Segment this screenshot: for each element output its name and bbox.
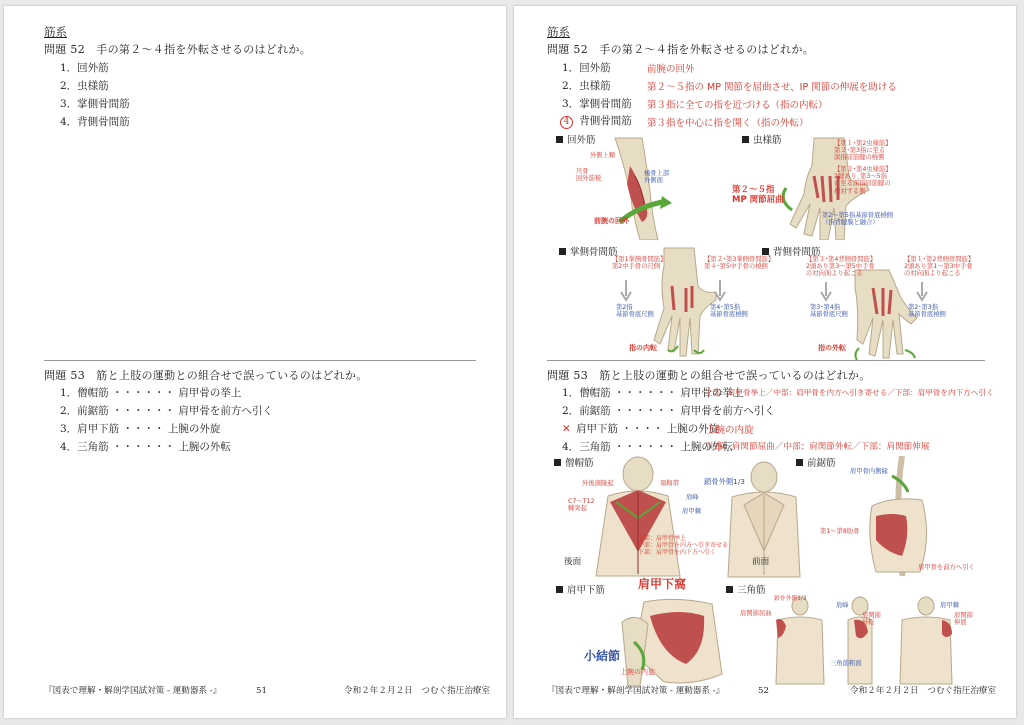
ann-deltoid-spine: 肩甲棘 xyxy=(940,602,959,609)
arrow-down-icon xyxy=(714,280,726,304)
ann-deltoid-acromion: 肩峰 xyxy=(836,602,849,609)
ann-palmar-insertion-2: 第2指 基節骨底尺側 xyxy=(616,304,654,319)
divider xyxy=(44,360,476,361)
trapezius-back-illustration xyxy=(588,456,688,580)
q52-note-1: 前腕の回外 xyxy=(647,64,695,75)
q52-option-4: 4．背側骨間筋 xyxy=(60,116,130,128)
q52-option-3: 3．掌側骨間筋 xyxy=(60,98,130,110)
q53-option-1: 1．僧帽筋 ・・・・・・ 肩甲骨の挙上 xyxy=(562,387,744,399)
q52-note-3: 第３指に全ての指を近づける（指の内転） xyxy=(647,100,828,111)
question-52-title: 問題 52 手の第２～４指を外転させるのはどれか。 xyxy=(547,43,814,56)
fig-label-supinator: 回外筋 xyxy=(556,132,596,146)
ann-subscapular-fossa: 肩甲下窩 xyxy=(638,577,687,591)
arrow-down-icon xyxy=(916,282,928,304)
deltoid-side-illustration xyxy=(836,596,886,686)
ann-adduction: 指の内転 xyxy=(629,344,657,352)
ann-shoulder-abduction: 肩関節 外転 xyxy=(862,612,881,627)
question-53-title: 問題 53 筋と上肢の運動との組合せで誤っているのはどれか。 xyxy=(44,369,368,382)
ann-palmar-2-3: 【第２･第3掌側骨間筋】 第４･第5中手骨の橈側 xyxy=(704,256,775,271)
q52-option-2: 2．虫様筋 xyxy=(60,80,109,92)
q53-option-1: 1．僧帽筋 ・・・・・・ 肩甲骨の挙上 xyxy=(60,387,242,399)
q52-option-1: 1．回外筋 xyxy=(562,62,611,74)
footer-page-number: 52 xyxy=(758,686,769,696)
question-53-title: 問題 53 筋と上肢の運動との組合せで誤っているのはどれか。 xyxy=(547,369,871,382)
fig-label-dorsal-interossei: 背側骨間筋 xyxy=(762,244,821,258)
fig-label-serratus: 前鋸筋 xyxy=(796,455,836,469)
ann-shoulder-flexion: 肩関節屈曲 xyxy=(740,610,772,617)
ann-supination: 前腕の回外 xyxy=(594,217,629,225)
footer-book-title: 『図表で理解・解剖学国試対策 - 運動器系 -』 xyxy=(547,686,725,696)
ann-palmar-1: 【第1掌側骨間筋】 第2中手骨の尺側 xyxy=(612,256,667,271)
ann-acromion: 肩峰 xyxy=(686,494,699,501)
q52-option-3: 3．掌側骨間筋 xyxy=(562,98,632,110)
ann-dorsal-3-4: 【第３･第4背側骨間筋】 2頭あり第3～第5中手骨 の対向面より起こる xyxy=(806,256,877,278)
section-title: 筋系 xyxy=(547,25,570,39)
ann-dorsal-1-2: 【第１･第2背側骨間筋】 2頭あり第1～第3中手骨 の対向面より起こる xyxy=(904,256,975,278)
square-bullet-icon xyxy=(556,136,563,143)
label-anterior: 前面 xyxy=(752,557,770,567)
q52-option-1: 1．回外筋 xyxy=(60,62,109,74)
square-bullet-icon xyxy=(726,586,733,593)
ann-trapezius-actions: 上部：肩甲骨挙上 中部：肩甲骨を内方へ引き寄せる 下部：肩甲骨を内下方へ引く xyxy=(638,535,729,556)
q53-option-4: 4．三角筋 ・・・・・・ 上腕の外転 xyxy=(60,441,231,453)
q53-note-1: 上部：肩甲骨挙上／中部：肩甲骨を内方へ引き寄せる／下部：肩甲骨を内下方へ引く xyxy=(705,388,994,397)
ann-nuchal-ligament: 項靱帯 xyxy=(660,480,679,487)
square-bullet-icon xyxy=(554,459,561,466)
ann-mp-flexion: 第２～５指 MP 関節屈曲 xyxy=(732,185,784,205)
footer-page-number: 51 xyxy=(256,686,267,696)
q53-option-3: 3．肩甲下筋 ・・・・ 上腕の外旋 xyxy=(60,423,221,435)
question-52-title: 問題 52 手の第２～４指を外転させるのはどれか。 xyxy=(44,43,311,56)
footer-book-title: 『図表で理解・解剖学国試対策 - 運動器系 -』 xyxy=(44,686,222,696)
ann-subscap-action: 上腕の内旋 xyxy=(620,668,655,676)
fig-label-subscapularis: 肩甲下筋 xyxy=(556,582,605,596)
square-bullet-icon xyxy=(559,248,566,255)
ann-lumbrical-3-4: 【第３･第4虫様筋】 2腱あり､第3～5指 に至る深指屈筋腱の 相対する側 xyxy=(834,166,892,195)
ann-deltoid-tuberosity: 三角筋粗面 xyxy=(830,660,862,667)
correct-answer-circle-icon: 4 xyxy=(560,116,573,129)
q52-option-2: 2．虫様筋 xyxy=(562,80,611,92)
wrong-answer-x-icon: ✕ xyxy=(562,423,571,435)
arrow-down-icon xyxy=(620,280,632,304)
q53-option-4: 4．三角筋 ・・・・・・ 上腕の外転 xyxy=(562,441,733,453)
q53-note-4: 前部：肩関節屈曲／中部：肩関節外転／下部：肩関節伸展 xyxy=(706,442,930,452)
ann-lateral-epicondyle: 外側上顆 xyxy=(590,152,616,159)
ann-deltoid-clavicle: 鎖骨外側1/3 xyxy=(774,596,807,602)
q52-option-4-correct: 4 背側骨間筋 xyxy=(560,113,632,129)
footer-date: 令和２年２月２日 つむぐ指圧治療室 xyxy=(850,686,997,696)
page-51 xyxy=(4,6,506,718)
deltoid-front-illustration xyxy=(770,596,830,686)
ann-scapular-spine: 肩甲棘 xyxy=(682,508,701,515)
fig-label-deltoid: 三角筋 xyxy=(726,582,766,596)
ann-palmar-insertion-4-5: 第4･第5指 基節骨底橈側 xyxy=(710,304,748,319)
ann-dorsal-insertion-2-3: 第2･第3指 基節骨底橈側 xyxy=(908,304,946,319)
ann-radius-lateral: 橈骨上部 外側面 xyxy=(644,170,670,185)
ann-lumbrical-1-2: 【第１･第2虫様筋】 第２･第3指に至る 深指屈筋腱の橈側 xyxy=(834,140,892,162)
square-bullet-icon xyxy=(556,586,563,593)
label-posterior: 後面 xyxy=(564,557,582,567)
ann-serratus-action: 肩甲骨を前方へ引く xyxy=(918,564,975,571)
ann-clavicle-lateral: 鎖骨外側1/3 xyxy=(704,477,745,486)
q52-note-2: 第２～５指の MP 関節を屈曲させ、IP 関節の伸展を助ける xyxy=(647,82,897,93)
divider xyxy=(547,360,985,361)
q53-option-3-incorrect: ✕ 肩甲下筋 ・・・・ 上腕の外旋 xyxy=(562,423,720,435)
q53-option-2: 2．前鋸筋 ・・・・・・ 肩甲骨を前方へ引く xyxy=(562,405,775,417)
ann-dorsal-insertion-3-4: 第3･第4指 基節骨底尺側 xyxy=(810,304,848,319)
square-bullet-icon xyxy=(796,459,803,466)
square-bullet-icon xyxy=(742,136,749,143)
ann-scapula-medial-border: 肩甲骨内側縁 xyxy=(850,468,888,475)
section-title: 筋系 xyxy=(44,25,67,39)
arrow-down-icon xyxy=(820,282,832,304)
fig-label-trapezius: 僧帽筋 xyxy=(554,455,594,469)
q52-note-4: 第３指を中心に指を開く（指の外転） xyxy=(647,118,809,129)
ann-spinous-process: C7～T12 棘突起 xyxy=(568,498,595,513)
ann-abduction: 指の外転 xyxy=(818,344,846,352)
footer-date: 令和２年２月２日 つむぐ指圧治療室 xyxy=(344,686,491,696)
fig-label-palmar-interossei: 掌側骨間筋 xyxy=(559,244,618,258)
square-bullet-icon xyxy=(762,248,769,255)
fig-label-lumbrical: 虫様筋 xyxy=(742,132,782,146)
ann-ribs-1-8: 第1～第8肋骨 xyxy=(820,528,860,535)
deltoid-back-illustration xyxy=(894,596,958,686)
ann-external-occipital: 外後頭隆起 xyxy=(582,480,614,487)
page-52 xyxy=(514,6,1016,718)
ann-lesser-tubercle: 小結節 xyxy=(584,649,621,663)
ann-shoulder-extension: 肩関節 伸展 xyxy=(954,612,973,627)
ann-supinator-crest: 尺骨 回外筋稜 xyxy=(576,168,602,183)
q53-option-2: 2．前鋸筋 ・・・・・・ 肩甲骨を前方へ引く xyxy=(60,405,273,417)
ann-lumbrical-insertion: 第2～第5指基節骨底橈側 （指背腱膜と融合） xyxy=(822,212,893,227)
q53-note-3: 上腕の内旋 xyxy=(706,425,754,436)
